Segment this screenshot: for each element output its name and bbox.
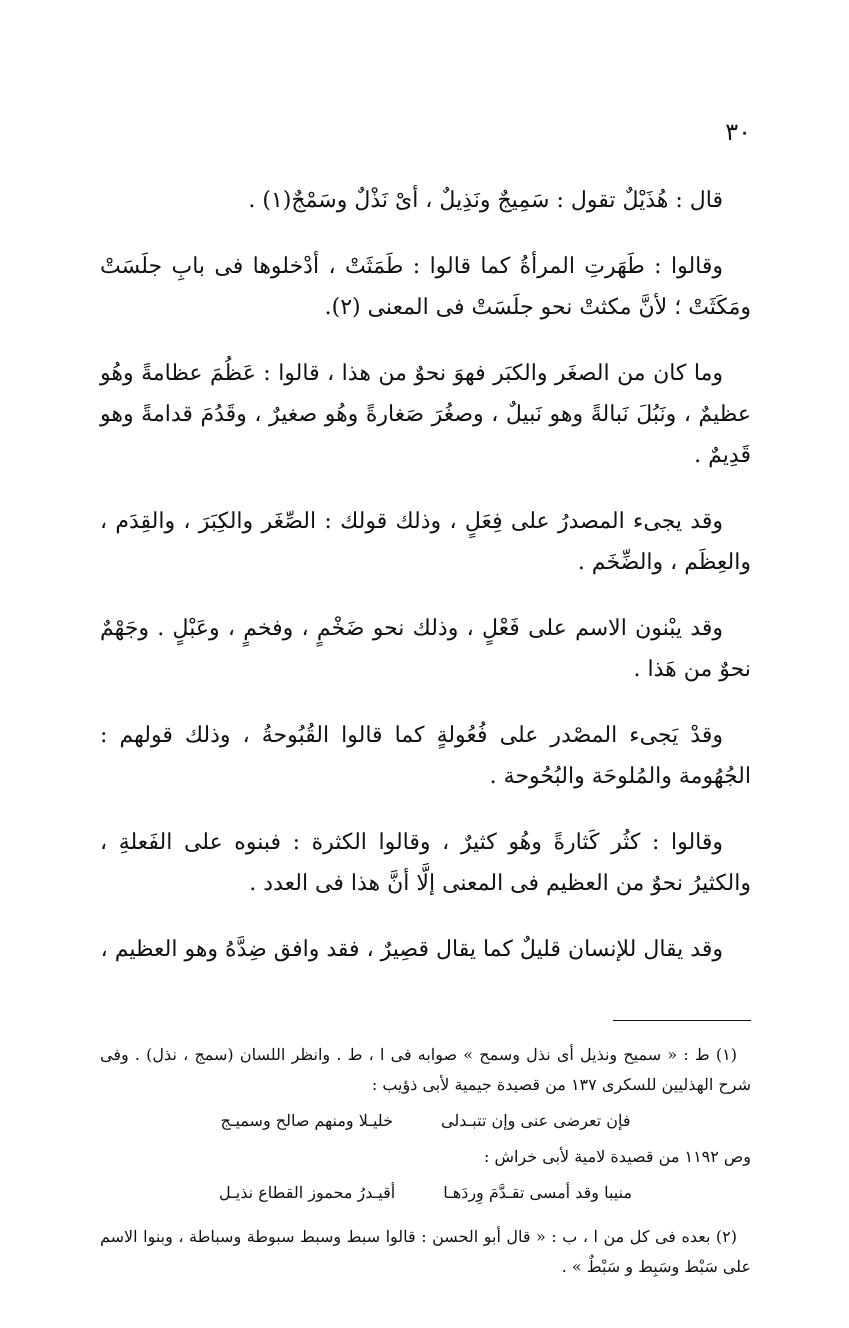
paragraph-1: قال : هُذَيْلٌ تقول : سَمِيجٌ ونَذِيلٌ ، أىْ نَذْلٌ وسَمْجٌ(١) . (248, 188, 723, 213)
paragraph-3: وما كان من الصغَر والكبَر فهوَ نحوٌ من هذا ، قالوا : عَظُمَ عظامةً وهُو عظيمٌ ، ونَبُلَ نَبالةً وهو نَبيلٌ ، وصغُرَ صَغارةً وهُو صغيرٌ ، وقَدُمَ قدامةً وهو قَدِيمٌ . (100, 361, 751, 468)
verse-2-first-hemistich: منيبا وقد أمسى تقـدَّمَ وِردَهـا (443, 1183, 632, 1202)
footnote-1-continuation: وص ١١٩٢ من قصيدة لامية لأبى خراش : (483, 1147, 751, 1166)
paragraph-8: وقد يقال للإنسان قليلٌ كما يقال قصِيرٌ ، فقد وافق ضِدَّهُ وهو العظيم ، (100, 937, 723, 962)
paragraph-5: وقد يبْنون الاسم على فَعْلٍ ، وذلك نحو ضَخْمٍ ، وفخمٍ ، وعَبْلٍ . وجَهْمٌ نحوٌ من هَذا . (100, 616, 751, 682)
footnote-spacer (100, 1214, 751, 1222)
page-number: ٣٠ (725, 118, 751, 146)
footnote-2: (٢) بعده فى كل من ا ، ب : « قال أبو الحسن : قالوا سبط وسبط سبوطة وسباطة ، وبنوا الاسم على سَبْط وسَبِط و سَبْطٌ » . (100, 1227, 751, 1276)
verse-1 (100, 1106, 751, 1136)
verse-1-first-hemistich: فإن تعرضى عنى وإن تتبـدلى (440, 1111, 631, 1130)
paragraph-6: وقدْ يَجىء المصْدر على فُعُولةٍ كما قالوا القُبُوحةُ ، وذلك قولهم : الجُهُومة والمُلوحَة والبُحُوحة . (100, 723, 751, 789)
footnote-divider (613, 1020, 751, 1021)
paragraph-4: وقد يجىء المصدرُ على فِعَلٍ ، وذلك قولك : الصِّغَر والكِبَرَ ، والقِدَم ، والعِظَم ، والضِّخَم . (100, 509, 751, 575)
main-text (100, 180, 751, 995)
footnotes (100, 1040, 751, 1282)
verse-2-second-hemistich: أقيـدرُ محموز القطاع نذيـل (219, 1183, 396, 1202)
footnote-1: (١) ط : « سميح ونذيل أى نذل وسمح » صوابه فى ا ، ط . وانظر اللسان (سمج ، نذل) . وفى شرح الهذليين للسكرى ١٣٧ من قصيدة جيمية لأبى ذؤيب : (100, 1045, 751, 1094)
paragraph-7: وقالوا : كثُر كَثارةً وهُو كثيرٌ ، وقالوا الكثرة : فبنوه على الفَعلةِ ، والكثيرُ نحوٌ من العظيم فى المعنى إلَّا أنَّ هذا فى العدد . (100, 830, 751, 896)
paragraph-2: وقالوا : طَهَرتِ المرأةُ كما قالوا : طَمَثَتْ ، أدْخلوها فى بابِ جلَسَتْ ومَكَثَتْ ؛ لأنَّ مكثتْ نحو جلَسَتْ فى المعنى (٢). (100, 254, 751, 320)
verse-2 (100, 1178, 751, 1208)
verse-1-second-hemistich: خليـلا ومنهم صالح وسميـج (220, 1111, 393, 1130)
